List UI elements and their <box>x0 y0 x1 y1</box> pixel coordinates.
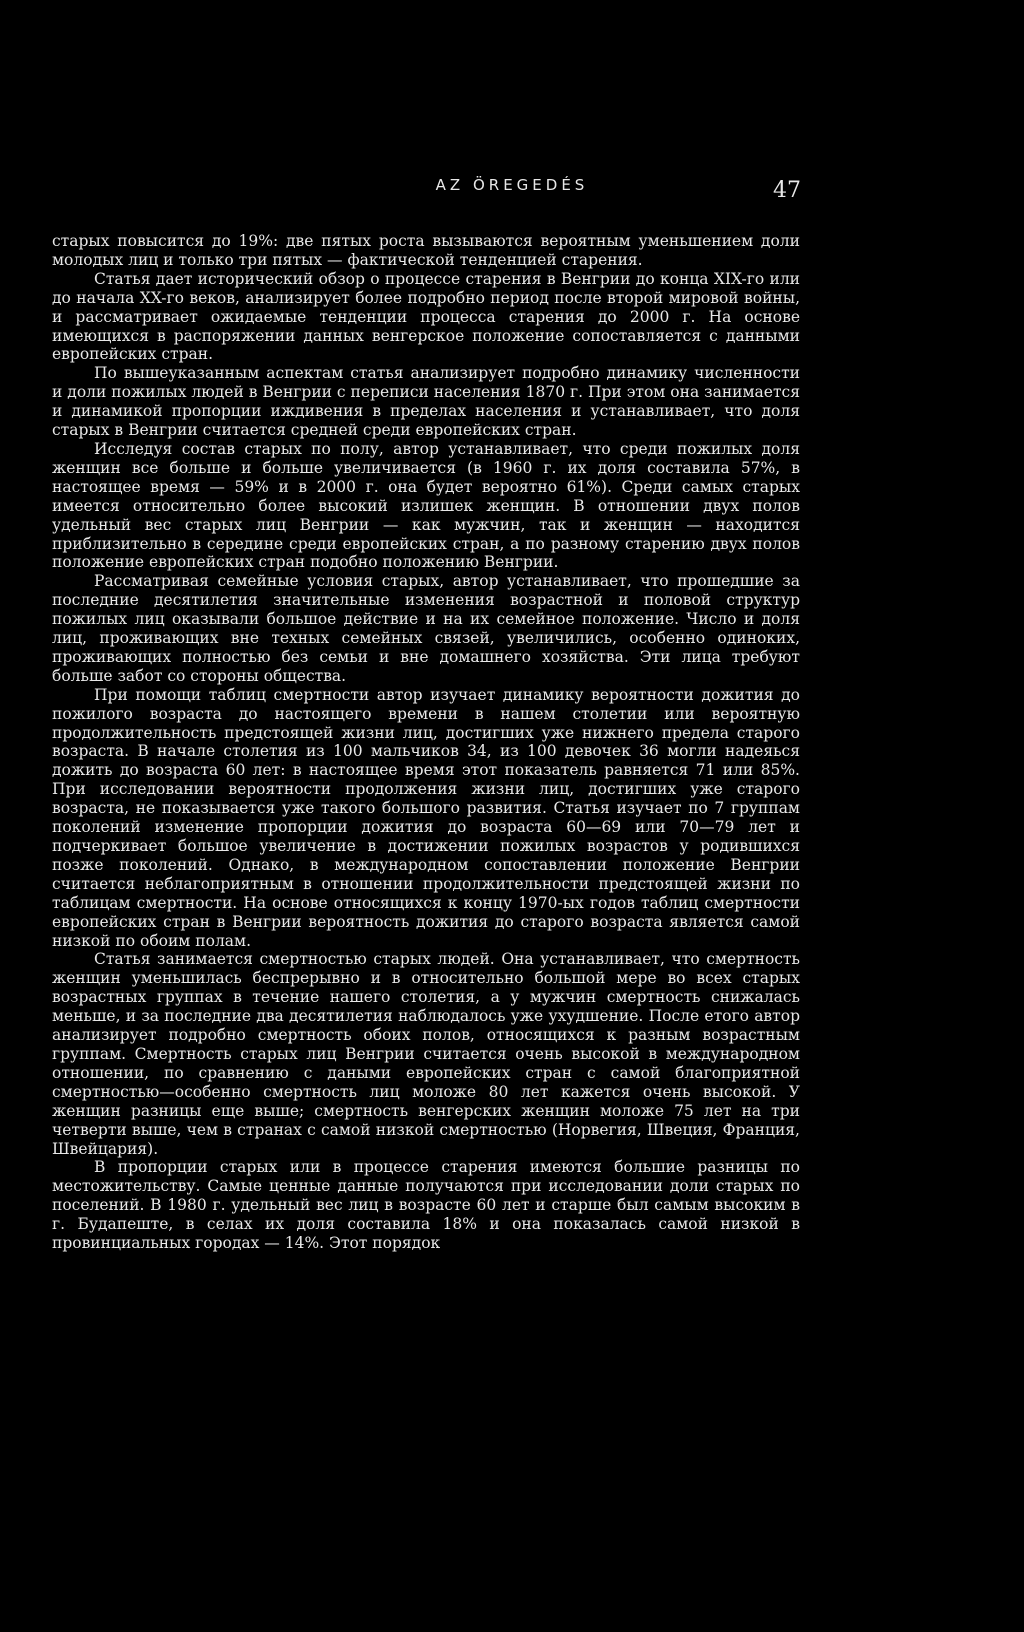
paragraph-population-dynamics: По вышеуказанным аспектам статья анализирует подробно динамику численности и доли пожилых людей в Венгрии с переписи населения 1870 г. При этом она занимается и динамикой пропорции иждивения в пределах населения и устанавливает, что доля старых в Венгрии считается средней среди европейских стран. <box>52 364 800 440</box>
page-number: 47 <box>773 178 801 203</box>
paragraph-residence: В пропорции старых или в процессе старения имеются большие разницы по местожительству. Самые ценные данные получаются при исследовании доли старых по поселений. В 1980 г. удельный вес лиц в возрасте 60 лет и старше был самым высоким в г. Будапеште, в селах их доля составила 18% и она показалась самой низкой в провинциальных городах — 14%. Этот порядок <box>52 1158 800 1253</box>
paragraph-life-tables: При помощи таблиц смертности автор изучает динамику вероятности дожития до пожилого возраста до настоящего времени в нашем столетии или вероятную продолжительность предстоящей жизни лиц, достигших уже нижнего предела старого возраста. В начале столетия из 100 мальчиков 34, из 100 девочек 36 могли надеяься дожить до возраста 60 лет: в настоящее время этот показатель равняется 71 или 85%. При исследовании вероятности продолжения жизни лиц, достигших уже старого возраста, не показывается уже такого большого развития. Статья изучает по 7 группам поколений изменение пропорции дожития до возраста 60—69 или 70—79 лет и подчеркивает большое увеличение в достижении пожилых возрастов у родившихся позже поколений. Однако, в международном сопоставлении положение Венгрии считается неблагоприятным в отношении продолжительности предстоящей жизни по таблицам смертности. На основе относящихся к концу 1970-ых годов таблиц смертности европейских стран в Венгрии вероятность дожития до старого возраста является самой низкой по обоим полам. <box>52 685 800 950</box>
paragraph-sex-composition: Исследуя состав старых по полу, автор устанавливает, что среди пожилых доля женщин все больше и больше увеличивается (в 1960 г. их доля составила 57%, в настоящее время — 59% и в 2000 г. она будет вероятно 61%). Среди самых старых имеется относительно более высокий излишек женщин. В отношении двух полов удельный вес старых лиц Венгрии — как мужчин, так и женщин — находится приблизительно в середине среди европейских стран, а по разному старению двух полов положение европейских стран подобно положению Венгрии. <box>52 439 800 572</box>
paragraph-historical-overview: Статья дает исторический обзор о процессе старения в Венгрии до конца XIX-го или до начала XX-го веков, анализирует более подробно период после второй мировой войны, и рассматривает ожидаемые тенденции процесса старения до 2000 г. На основе имеющихся в распоряжении данных венгерское положение сопоставляется с данными европейских стран. <box>52 269 800 364</box>
paragraph-mortality: Статья занимается смертностью старых людей. Она устанавливает, что смертность женщин уменьшилась беспрерывно и в относительно большой мере во всех старых возрастных группах в течение нашего столетия, а у мужчин смертность снижалась меньше, и за последние два десятилетия наблюдалось уже ухудшение. После етого автор анализирует подробно смертность обоих полов, относящихся к разным возрастным группам. Смертность старых лиц Венгрии считается очень высокой в международном отношении, по сравнению с даными европейских стран с самой благоприятной смертностью—особенно смертность лиц моложе 80 лет кажется очень высокой. У женщин разницы еще выше; смертность венгерских женщин моложе 75 лет на три четверти выше, чем в странах с самой низкой смертностью (Норвегия, Швеция, Франция, Швейцария). <box>52 950 800 1158</box>
paragraph-continuation: старых повысится до 19%: две пятых роста вызываются вероятным уменьшением доли молодых лиц и только три пятых — фактической тенденцией старения. <box>52 232 800 269</box>
paragraph-family-conditions: Рассматривая семейные условия старых, автор устанавливает, что прошедшие за последние десятилетия значительные изменения возрастной и половой структур пожилых лиц оказывали большое действие и на их семейное положение. Число и доля лиц, проживающих вне техных семейных связей, увеличились, особенно одиноких, проживающих полностью без семьи и вне домашнего хозяйства. Эти лица требуют больше забот со стороны общества. <box>52 572 800 685</box>
body-text <box>52 232 800 1253</box>
running-head: AZ ÖREGEDÉS <box>435 176 589 194</box>
